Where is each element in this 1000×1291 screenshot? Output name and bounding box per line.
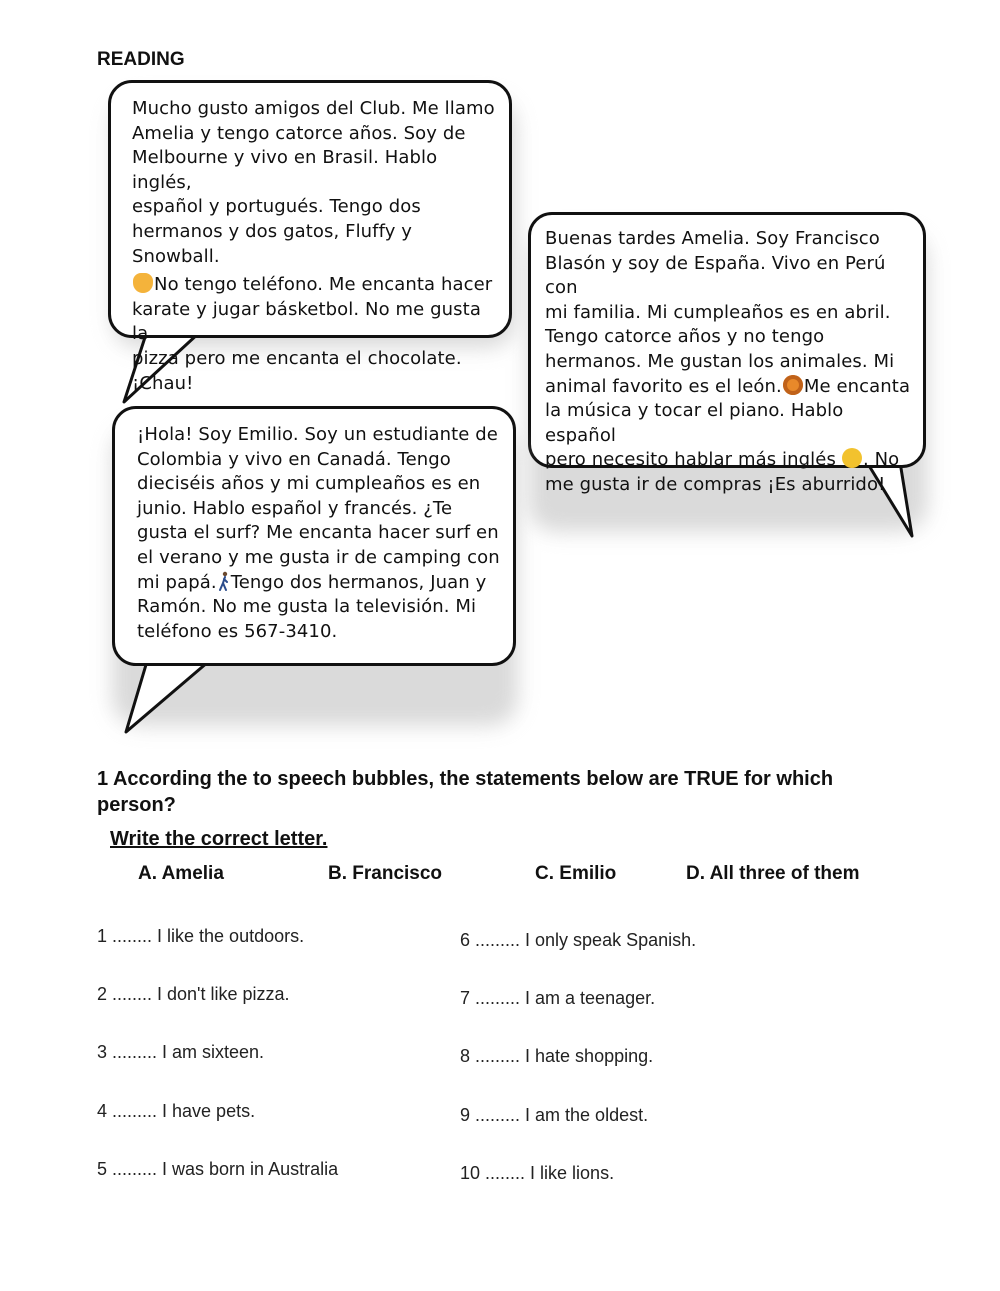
option-a: A. Amelia bbox=[138, 863, 224, 884]
statement-9: 9 ......... I am the oldest. bbox=[460, 1105, 649, 1125]
bubble-text-francisco-mid: Me encanta la música y tocar el piano. Hablo español pero necesito hablar más inglés bbox=[545, 375, 911, 471]
bubble-text-amelia: Mucho gusto amigos del Club. Me llamo Amelia y tengo catorce años. Soy de Melbourne y vivo en Brasil. Hablo inglés, español y portugués. Tengo dos hermanos y dos gatos, Fluffy y Snowball. bbox=[132, 98, 495, 267]
bubble-text-francisco-end: . No me gusta ir de compras ¡Es aburrido! bbox=[545, 449, 900, 495]
statement-4: 4 ......... I have pets. bbox=[97, 1101, 256, 1121]
question-title: 1 According the to speech bubbles, the statements below are TRUE for which person? bbox=[97, 768, 834, 816]
option-b: B. Francisco bbox=[328, 863, 443, 884]
person-walking-icon bbox=[218, 571, 230, 591]
statement-5: 5 ......... I was born in Australia bbox=[97, 1159, 339, 1179]
tired-face-icon bbox=[842, 448, 862, 468]
statement-3: 3 ......... I am sixteen. bbox=[97, 1042, 265, 1062]
lion-face-icon bbox=[783, 375, 803, 395]
speech-bubble-emilio bbox=[112, 406, 520, 736]
reading-heading: READING bbox=[97, 49, 185, 70]
statement-7: 7 ......... I am a teenager. bbox=[460, 988, 656, 1008]
bubble-text-emilio: ¡Hola! Soy Emilio. Soy un estudiante de Colombia y vivo en Canadá. Tengo dieciséis años y mi cumpleaños es en junio. Hablo español y francés. ¿Te gusta el surf? Me encanta hacer surf en el verano y me gusta ir de camping con mi papá. bbox=[137, 424, 500, 593]
statement-2: 2 ........ I don't like pizza. bbox=[97, 984, 290, 1004]
speech-bubble-francisco bbox=[528, 212, 930, 542]
speech-bubble-amelia bbox=[108, 80, 518, 410]
option-d: D. All three of them bbox=[686, 863, 860, 884]
statement-10: 10 ........ I like lions. bbox=[460, 1163, 615, 1183]
question-instruction: Write the correct letter. bbox=[110, 828, 328, 850]
statement-6: 6 ......... I only speak Spanish. bbox=[460, 930, 697, 950]
option-c: C. Emilio bbox=[535, 863, 617, 884]
statement-8: 8 ......... I hate shopping. bbox=[460, 1046, 654, 1066]
bubble-text-francisco: Buenas tardes Amelia. Soy Francisco Blasón y soy de España. Vivo en Perú con mi familia. Mi cumpleaños es en abril. Tengo catorce años y no tengo hermanos. Me gustan los animales. Mi animal favorito es el león. bbox=[545, 228, 895, 397]
bubble-text-emilio-cont: Tengo dos hermanos, Juan y Ramón. No me gusta la televisión. Mi teléfono es 567-3410. bbox=[137, 571, 487, 642]
bubble-text-amelia-cont: No tengo teléfono. Me encanta hacer karate y jugar básketbol. No me gusta la pizza pero me encanta el chocolate. ¡Chau! bbox=[132, 274, 493, 394]
statement-1: 1 ........ I like the outdoors. bbox=[97, 926, 305, 946]
cat-face-icon bbox=[133, 273, 153, 293]
